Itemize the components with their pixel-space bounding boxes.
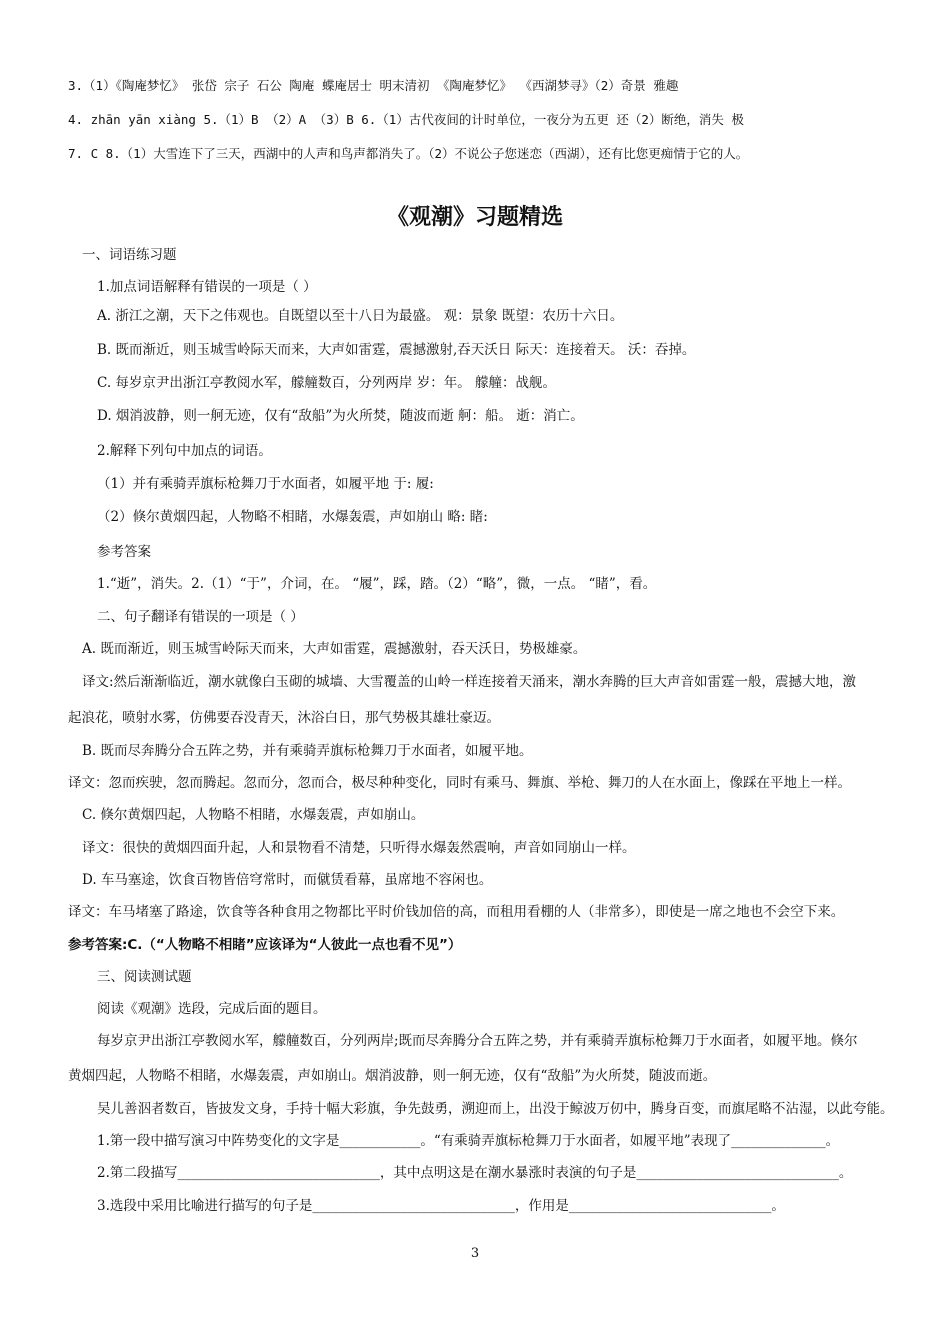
reference-answer-label: 参考答案 [97,544,151,560]
passage-2: 吴儿善泅者数百，皆披发文身，手持十幅大彩旗，争先鼓勇，溯迎而上，出没于鲸波万仞中，腾身百变，而旗尾略不沾湿，以此夸能。 [97,1101,894,1117]
reading-question-1: 1.第一段中描写演习中阵势变化的文字是____________。“有乘骑弄旗标枪舞刀于水面者，如履平地”表现了______________。 [97,1133,840,1149]
answer-line-3: 7. C 8.（1）大雪连下了三天，西湖中的人声和鸟声都消失了。（2）不说公子您迷恋（西湖），还有比您更痴情于它的人。 [68,146,749,161]
reading-question-2: 2.第二段描写______________________________，其中点明这是在潮水暴涨时表演的句子是______________________________。 [97,1165,853,1181]
translation-c: 译文：很快的黄烟四面升起，人和景物看不清楚，只听得水爆轰然震响，声音如同崩山一样。 [82,840,636,856]
question-1: 1.加点词语解释有错误的一项是（ ） [97,279,317,295]
reference-answer: 参考答案:C.（“人物略不相睹”应该译为“人彼此一点也看不见”） [68,937,462,953]
translation-b: 译文：忽而疾驶，忽而腾起。忽而分，忽而合，极尽种种变化，同时有乘马、舞旗、举枪、舞刀的人在水面上，像踩在平地上一样。 [68,775,851,791]
question-2: 2.解释下列句中加点的词语。 [97,443,272,459]
reading-question-3: 3.选段中采用比喻进行描写的句子是______________________________，作用是______________________________。 [97,1198,785,1214]
question-2-2: （2）倏尔黄烟四起，人物略不相睹，水爆轰震，声如崩山 略: 睹: [97,509,488,525]
option-b: B. 既而尽奔腾分合五阵之势，并有乘骑弄旗标枪舞刀于水面者，如履平地。 [82,743,533,759]
section-heading: 三、阅读测试题 [97,969,192,985]
option-a: A. 浙江之潮，天下之伟观也。自既望以至十八日为最盛。 观：景象 既望：农历十六日。 [97,308,624,324]
page-number: 3 [470,1246,480,1261]
passage-1-line-2: 黄烟四起，人物略不相睹，水爆轰震，声如崩山。烟消波静，则一舸无迹，仅有“敌船”为火所焚，随波而逝。 [68,1068,717,1084]
translation-a-line-1: 译文:然后渐渐临近，潮水就像白玉砌的城墙、大雪覆盖的山岭一样连接着天涌来，潮水奔腾的巨大声音如雷霆一般，震撼大地，激 [82,674,857,690]
section-heading: 一、词语练习题 [82,247,177,263]
passage-1-line-1: 每岁京尹出浙江亭教阅水军，艨艟数百，分列两岸;既而尽奔腾分合五阵之势，并有乘骑弄旗标枪舞刀于水面者，如履平地。倏尔 [97,1033,858,1049]
option-b: B. 既而渐近，则玉城雪岭际天而来，大声如雷霆，震撼激射,吞天沃日 际天：连接着天。 沃：吞掉。 [97,342,696,358]
answer-line-2: 4. zhān yān xiàng 5.（1）B （2）A （3）B 6.（1）古代夜间的计时单位，一夜分为五更 还（2）断绝，消失 极 [68,112,744,127]
option-a: A. 既而渐近，则玉城雪岭际天而来，大声如雷霆，震撼激射，吞天沃日，势极雄豪。 [82,641,587,657]
reference-answer-text: 1.“逝”，消失。2.（1）“于”，介词，在。 “履”，踩，踏。（2）“略”，微，一点。 “睹”，看。 [97,576,657,592]
option-c: C. 每岁京尹出浙江亭教阅水军，艨艟数百，分列两岸 岁：年。 艨艟：战舰。 [97,375,557,391]
translation-d: 译文：车马堵塞了路途，饮食等各种食用之物都比平时价钱加倍的高，而租用看棚的人（非常多），即使是一席之地也不会空下来。 [68,904,845,920]
translation-a-line-2: 起浪花，喷射水雾，仿佛要吞没青天，沐浴白日，那气势极其雄壮豪迈。 [68,710,500,726]
question-2-1: （1）并有乘骑弄旗标枪舞刀于水面者，如履平地 于: 履: [97,476,434,492]
option-d: D. 烟消波静，则一舸无迹，仅有“敌船”为火所焚，随波而逝 舸：船。 逝：消亡。 [97,408,584,424]
section-heading: 二、句子翻译有错误的一项是（ ） [97,609,304,625]
page-title: 《观潮》习题精选 [386,205,563,230]
option-c: C. 倏尔黄烟四起，人物略不相睹，水爆轰震，声如崩山。 [82,807,425,823]
answer-line-1: 3.（1）《陶庵梦忆》 张岱 宗子 石公 陶庵 蝶庵居士 明末清初 《陶庵梦忆》 《西湖梦寻》（2）奇景 雅趣 [68,78,679,93]
option-d: D. 车马塞途，饮食百物皆倍穹常时，而僦赁看幕，虽席地不容闲也。 [82,872,493,888]
reading-intro: 阅读《观潮》选段，完成后面的题目。 [97,1001,327,1017]
